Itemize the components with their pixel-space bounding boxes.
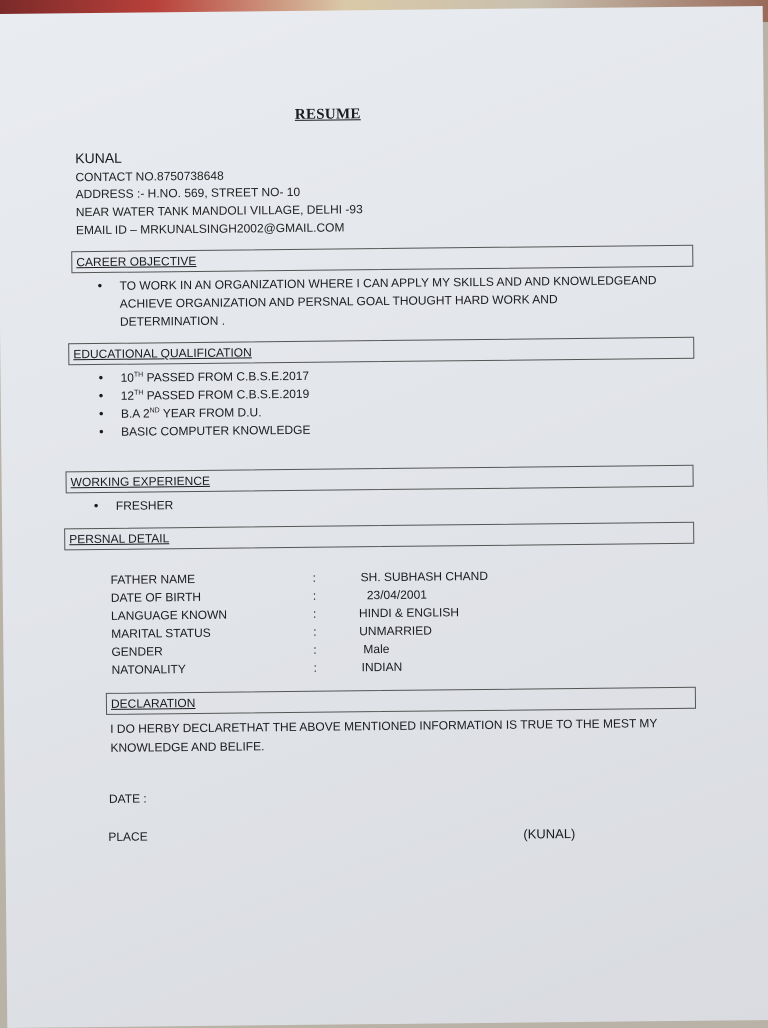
detail-label: LANGUAGE KNOWN [110, 607, 228, 623]
education-header [68, 337, 694, 366]
education-item: • 12TH PASSED FROM C.B.S.E.2019 [99, 383, 499, 405]
personal-detail-heading: PERSNAL DETAIL [69, 531, 170, 547]
detail-value: SH. SUBHASH CHAND [360, 568, 489, 585]
declaration-header [106, 687, 696, 715]
detail-value: INDIAN [361, 659, 403, 675]
experience-heading: WORKING EXPERIENCE [70, 473, 211, 490]
detail-separator: : [313, 642, 317, 657]
email-address: EMAIL ID – MRKUNALSINGH2002@GMAIL.COM [75, 220, 345, 238]
experience-list [94, 494, 394, 515]
education-item: • BASIC COMPUTER KNOWLEDGE [99, 419, 499, 441]
detail-value: UNMARRIED [359, 623, 432, 639]
career-objective-text: • TO WORK IN AN ORGANIZATION WHERE I CAN APPLY MY SKILLS AND AND KNOWLEDGEAND ACHIEVE ORGANIZATION AND PERSNAL GOAL THOUGHT HARD WORK AND DETERMINATION . [97, 271, 658, 331]
career-objective-list [97, 271, 658, 331]
detail-label: DATE OF BIRTH [110, 589, 202, 605]
education-list [98, 365, 499, 441]
detail-label: GENDER [111, 644, 163, 659]
address-line-2: NEAR WATER TANK MANDOLI VILLAGE, DELHI -93 [75, 202, 363, 220]
career-objective-heading: CAREER OBJECTIVE [76, 253, 197, 270]
signature-name: (KUNAL) [523, 826, 576, 842]
career-objective-header [71, 245, 693, 274]
experience-item: • FRESHER [94, 494, 394, 515]
education-heading: EDUCATIONAL QUALIFICATION [73, 345, 252, 362]
page-title: RESUME [294, 106, 361, 123]
candidate-name: KUNAL [75, 149, 122, 167]
declaration-heading: DECLARATION [110, 695, 196, 711]
date-label: DATE : [108, 791, 147, 806]
detail-value: Male [363, 641, 390, 657]
education-item: • 10TH PASSED FROM C.B.S.E.2017 [98, 365, 498, 387]
address-line-1: ADDRESS :- H.NO. 569, STREET NO- 10 [75, 184, 301, 202]
detail-row-nationality [112, 658, 532, 680]
experience-header [66, 465, 694, 494]
detail-separator: : [313, 660, 317, 675]
detail-value: 23/04/2001 [366, 587, 427, 603]
detail-separator: : [312, 606, 317, 621]
detail-label: FATHER NAME [110, 571, 196, 587]
detail-separator: : [313, 624, 317, 639]
detail-label: MARITAL STATUS [111, 625, 211, 641]
place-label: PLACE [108, 829, 148, 844]
personal-detail-header [64, 522, 694, 551]
contact-number: CONTACT NO.8750738648 [75, 168, 224, 185]
detail-separator: : [312, 570, 317, 585]
education-item: • B.A 2ND YEAR FROM D.U. [99, 401, 499, 423]
detail-value: HINDI & ENGLISH [358, 605, 460, 621]
declaration-text: I DO HERBY DECLARETHAT THE ABOVE MENTIONED INFORMATION IS TRUE TO THE MEST MY KNOWLEDGE AND BELIFE. [110, 716, 658, 755]
resume-page [0, 6, 768, 1028]
detail-label: NATONALITY [111, 662, 186, 677]
detail-separator: : [312, 588, 317, 603]
